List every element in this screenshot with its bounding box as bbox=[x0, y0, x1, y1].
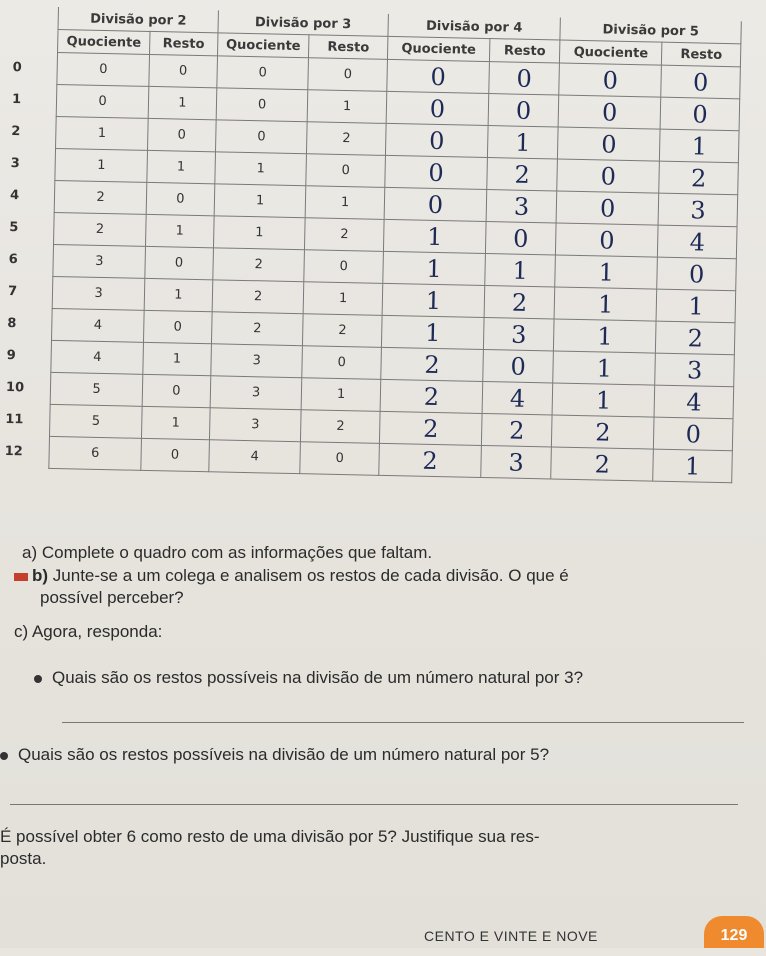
row-number: 1 bbox=[11, 92, 22, 108]
printed-cell: 2 bbox=[253, 289, 263, 305]
handwritten-cell: 0 bbox=[599, 225, 615, 255]
printed-cell: 1 bbox=[336, 386, 346, 403]
group-header: Divisão por 5 bbox=[560, 18, 741, 44]
table-cell bbox=[143, 342, 212, 375]
row-number: 7 bbox=[7, 284, 18, 300]
table-cell[interactable] bbox=[384, 187, 487, 221]
table-cell[interactable] bbox=[482, 381, 553, 414]
printed-cell: 2 bbox=[95, 221, 105, 238]
printed-cell: 3 bbox=[94, 253, 104, 270]
question-b-text-1: Junte-se a um colega e analisem os restos de cada divisão. O que é bbox=[52, 566, 569, 585]
printed-cell: 3 bbox=[251, 417, 260, 433]
handwritten-cell: 1 bbox=[595, 385, 612, 415]
printed-cell: 0 bbox=[177, 127, 186, 143]
table-cell[interactable] bbox=[553, 351, 656, 385]
handwritten-cell: 3 bbox=[690, 195, 706, 225]
table-cell[interactable] bbox=[382, 283, 485, 317]
table-cell bbox=[54, 212, 146, 246]
sub-header: Resto bbox=[149, 31, 217, 55]
table-cell bbox=[55, 148, 147, 182]
table-cell[interactable] bbox=[656, 289, 735, 323]
table-cell bbox=[57, 85, 149, 119]
table-cell[interactable] bbox=[654, 417, 733, 451]
table-cell bbox=[306, 154, 385, 188]
table-cell bbox=[55, 180, 147, 214]
table-cell bbox=[301, 410, 380, 444]
table-cell[interactable] bbox=[555, 255, 658, 289]
table-cell bbox=[305, 218, 384, 252]
table-cell bbox=[213, 216, 305, 250]
printed-cell: 0 bbox=[173, 319, 182, 335]
table-cell[interactable] bbox=[658, 225, 737, 259]
handwritten-cell: 0 bbox=[692, 99, 708, 129]
handwritten-cell: 1 bbox=[512, 256, 529, 285]
table-cell[interactable] bbox=[552, 415, 655, 449]
table-cell[interactable] bbox=[655, 353, 734, 387]
row-number: 10 bbox=[5, 380, 25, 396]
table-cell bbox=[214, 184, 306, 218]
handwritten-cell: 2 bbox=[514, 160, 531, 189]
table-cell bbox=[215, 152, 307, 186]
table-cell[interactable] bbox=[660, 129, 739, 163]
printed-cell: 1 bbox=[172, 351, 182, 367]
page-number-badge: 129 bbox=[704, 916, 764, 948]
printed-cell: 4 bbox=[250, 449, 260, 465]
printed-cell: 0 bbox=[341, 162, 351, 179]
sub-header: Quociente bbox=[387, 36, 490, 61]
handwritten-cell: 2 bbox=[687, 323, 704, 353]
handwritten-cell: 2 bbox=[690, 163, 707, 193]
table-cell[interactable] bbox=[657, 257, 736, 291]
table-cell[interactable] bbox=[660, 97, 739, 131]
answer-line-c2[interactable] bbox=[10, 804, 738, 805]
handwritten-cell: 2 bbox=[594, 449, 611, 479]
table-cell[interactable] bbox=[559, 63, 662, 97]
table-cell[interactable] bbox=[486, 190, 557, 223]
table-cell bbox=[211, 344, 303, 378]
table-cell bbox=[304, 250, 383, 284]
table-cell bbox=[307, 122, 386, 156]
question-c-text: Agora, responda: bbox=[31, 622, 163, 641]
handwritten-cell: 2 bbox=[422, 414, 439, 443]
printed-cell: 0 bbox=[98, 93, 107, 110]
handwritten-cell: 4 bbox=[689, 227, 706, 257]
question-b-text-2: possível perceber? bbox=[40, 588, 184, 607]
printed-cell: 1 bbox=[338, 290, 348, 307]
handwritten-cell: 0 bbox=[685, 419, 702, 449]
printed-cell: 1 bbox=[342, 98, 352, 115]
table-cell[interactable] bbox=[379, 443, 482, 477]
printed-cell: 1 bbox=[97, 125, 107, 142]
table-cell bbox=[147, 118, 216, 151]
table-cell[interactable] bbox=[659, 161, 738, 195]
printed-cell: 1 bbox=[178, 95, 187, 111]
table-cell bbox=[300, 442, 379, 476]
table-cell bbox=[308, 58, 387, 92]
printed-cell: 0 bbox=[174, 255, 184, 271]
row-number: 4 bbox=[9, 188, 20, 204]
table-cell bbox=[141, 438, 210, 471]
sub-header: Quociente bbox=[560, 40, 663, 65]
sub-header: Quociente bbox=[217, 33, 309, 58]
table-cell bbox=[49, 436, 141, 470]
table-cell[interactable] bbox=[487, 158, 558, 191]
table-cell bbox=[209, 408, 301, 442]
table-cell[interactable] bbox=[385, 123, 488, 157]
printed-cell: 1 bbox=[255, 225, 264, 241]
printed-cell: 0 bbox=[337, 354, 347, 371]
table-cell bbox=[53, 244, 145, 278]
table-cell[interactable] bbox=[661, 65, 740, 99]
table-cell[interactable] bbox=[379, 411, 482, 445]
sub-header: Quociente bbox=[58, 30, 150, 55]
handwritten-cell: 3 bbox=[510, 320, 527, 349]
question-c-label: c) bbox=[14, 622, 29, 641]
question-c2-text: Quais são os restos possíveis na divisão de um número natural por 5? bbox=[18, 745, 550, 764]
handwritten-cell: 1 bbox=[684, 451, 701, 481]
handwritten-cell: 1 bbox=[426, 222, 443, 251]
question-a-text: Complete o quadro com as informações que faltam. bbox=[41, 543, 433, 562]
handwritten-cell: 1 bbox=[426, 254, 443, 283]
handwritten-cell: 1 bbox=[597, 289, 614, 319]
handwritten-cell: 2 bbox=[595, 417, 611, 447]
row-number: 0 bbox=[12, 60, 22, 76]
table-cell[interactable] bbox=[385, 155, 488, 189]
group-header: Divisão por 3 bbox=[218, 10, 389, 36]
division-table-wrapper bbox=[0, 6, 742, 539]
table-cell bbox=[301, 378, 380, 412]
handwritten-cell: 1 bbox=[597, 321, 613, 351]
row-number: 6 bbox=[8, 252, 18, 268]
table-cell[interactable] bbox=[558, 127, 661, 161]
printed-cell: 2 bbox=[253, 321, 262, 337]
printed-cell: 0 bbox=[170, 447, 180, 463]
table-cell bbox=[215, 120, 307, 154]
handwritten-cell: 0 bbox=[601, 97, 618, 127]
table-cell bbox=[143, 310, 212, 343]
question-c1 bbox=[34, 668, 583, 688]
table-cell bbox=[56, 117, 148, 151]
table-cell bbox=[51, 340, 143, 374]
page-footer-text: CENTO E VINTE E NOVE bbox=[424, 928, 598, 944]
printed-cell: 1 bbox=[171, 415, 180, 431]
table-cell[interactable] bbox=[383, 219, 486, 253]
table-cell[interactable] bbox=[558, 95, 661, 129]
question-a bbox=[22, 543, 432, 563]
handwritten-cell: 4 bbox=[686, 387, 702, 417]
table-cell bbox=[302, 346, 381, 380]
table-cell[interactable] bbox=[487, 126, 558, 159]
handwritten-cell: 0 bbox=[599, 193, 616, 223]
table-cell[interactable] bbox=[483, 317, 554, 350]
handwritten-cell: 0 bbox=[516, 64, 533, 93]
question-b-label: b) bbox=[32, 566, 49, 585]
printed-cell: 5 bbox=[91, 413, 101, 429]
table-cell[interactable] bbox=[554, 287, 657, 321]
printed-cell: 0 bbox=[343, 67, 353, 83]
printed-cell: 1 bbox=[255, 193, 265, 209]
table-cell bbox=[50, 404, 142, 438]
bullet-icon bbox=[0, 752, 8, 760]
question-c1-text: Quais são os restos possíveis na divisão de um número natural por 3? bbox=[52, 668, 584, 687]
printed-cell: 1 bbox=[97, 157, 106, 174]
table-cell bbox=[211, 312, 303, 346]
handwritten-cell: 3 bbox=[508, 448, 525, 477]
handwritten-cell: 0 bbox=[428, 126, 445, 155]
printed-cell: 4 bbox=[93, 317, 103, 333]
printed-cell: 1 bbox=[256, 161, 266, 177]
handwritten-cell: 0 bbox=[688, 259, 705, 289]
handwritten-cell: 2 bbox=[511, 288, 528, 317]
handwritten-cell: 1 bbox=[596, 353, 613, 383]
table-cell bbox=[51, 372, 143, 406]
printed-cell: 2 bbox=[96, 189, 105, 206]
question-c2 bbox=[0, 745, 549, 765]
handwritten-cell: 0 bbox=[692, 67, 709, 97]
table-cell[interactable] bbox=[488, 94, 559, 127]
printed-cell: 5 bbox=[92, 381, 101, 397]
printed-cell: 2 bbox=[340, 226, 349, 243]
printed-cell: 3 bbox=[251, 385, 261, 401]
handwritten-cell: 3 bbox=[686, 355, 703, 385]
table-cell[interactable] bbox=[481, 413, 552, 446]
printed-cell: 3 bbox=[252, 353, 262, 369]
printed-cell: 0 bbox=[257, 129, 266, 145]
handwritten-cell: 1 bbox=[514, 128, 531, 157]
printed-cell: 0 bbox=[176, 191, 185, 207]
handwritten-cell: 0 bbox=[429, 94, 446, 123]
handwritten-cell: 1 bbox=[424, 318, 441, 347]
printed-cell: 6 bbox=[90, 445, 100, 461]
handwritten-cell: 0 bbox=[512, 224, 529, 253]
printed-cell: 0 bbox=[258, 65, 268, 81]
table-cell[interactable] bbox=[554, 319, 657, 353]
table-cell bbox=[303, 314, 382, 348]
printed-cell: 0 bbox=[339, 258, 349, 275]
table-cell bbox=[212, 280, 304, 314]
row-number: 2 bbox=[11, 124, 21, 140]
handwritten-cell: 3 bbox=[513, 192, 530, 221]
table-cell[interactable] bbox=[658, 193, 737, 227]
table-cell bbox=[149, 54, 218, 87]
table-cell bbox=[144, 278, 213, 311]
table-body bbox=[0, 51, 740, 482]
table-cell[interactable] bbox=[383, 251, 486, 285]
handwritten-cell: 2 bbox=[424, 350, 441, 379]
group-header: Divisão por 4 bbox=[388, 14, 561, 40]
printed-cell: 1 bbox=[174, 287, 183, 303]
handwritten-cell: 0 bbox=[601, 129, 617, 159]
printed-cell: 2 bbox=[342, 130, 351, 147]
printed-cell: 3 bbox=[94, 285, 103, 302]
printed-cell: 0 bbox=[257, 97, 267, 113]
table-cell bbox=[142, 374, 211, 407]
sub-header: Resto bbox=[309, 35, 388, 60]
table-cell[interactable] bbox=[489, 62, 560, 95]
handwritten-cell: 1 bbox=[598, 257, 615, 287]
table-cell bbox=[145, 214, 214, 247]
table-cell[interactable] bbox=[387, 59, 490, 93]
handwritten-cell: 0 bbox=[600, 161, 617, 191]
row-number: 3 bbox=[10, 156, 20, 172]
table-cell[interactable] bbox=[481, 445, 552, 478]
question-b bbox=[14, 566, 569, 586]
question-c bbox=[14, 622, 162, 642]
table-cell bbox=[145, 246, 214, 279]
table-cell[interactable] bbox=[654, 385, 733, 419]
handwritten-cell: 0 bbox=[515, 96, 532, 125]
table-cell[interactable] bbox=[556, 223, 659, 257]
table-cell bbox=[213, 248, 305, 282]
table-cell[interactable] bbox=[551, 447, 654, 481]
handwritten-cell: 1 bbox=[691, 131, 708, 161]
answer-line-c1[interactable] bbox=[62, 722, 744, 723]
printed-cell: 1 bbox=[176, 159, 186, 175]
table-cell[interactable] bbox=[653, 449, 732, 483]
table-cell[interactable] bbox=[381, 347, 484, 381]
group-header: Divisão por 2 bbox=[58, 7, 218, 33]
table-cell[interactable] bbox=[483, 349, 554, 382]
table-cell[interactable] bbox=[485, 254, 556, 287]
printed-cell: 0 bbox=[335, 450, 345, 467]
table-cell[interactable] bbox=[485, 222, 556, 255]
table-cell bbox=[210, 376, 302, 410]
printed-cell: 2 bbox=[336, 418, 345, 435]
handwritten-cell: 0 bbox=[428, 158, 445, 187]
table-cell bbox=[146, 182, 215, 215]
table-cell bbox=[148, 86, 217, 119]
table-cell[interactable] bbox=[386, 91, 489, 125]
table-cell[interactable] bbox=[380, 379, 483, 413]
bullet-icon bbox=[34, 675, 42, 683]
sub-header: Resto bbox=[489, 39, 560, 63]
handwritten-cell: 0 bbox=[430, 62, 447, 91]
table-cell bbox=[141, 406, 210, 439]
printed-cell: 1 bbox=[340, 194, 350, 211]
table-cell bbox=[303, 282, 382, 316]
division-table bbox=[0, 6, 742, 483]
row-number: 5 bbox=[9, 220, 19, 236]
table-cell[interactable] bbox=[381, 315, 484, 349]
row-number: 8 bbox=[7, 316, 17, 332]
handwritten-cell: 2 bbox=[422, 446, 439, 475]
question-c3-line-1: É possível obter 6 como resto de uma divisão por 5? Justifique sua res- bbox=[0, 827, 540, 846]
handwritten-cell: 2 bbox=[423, 382, 440, 411]
table-cell bbox=[307, 90, 386, 124]
row-number: 12 bbox=[4, 443, 23, 460]
printed-cell: 1 bbox=[175, 223, 184, 239]
table-cell[interactable] bbox=[557, 159, 660, 193]
handwritten-cell: 1 bbox=[688, 291, 704, 321]
question-c3-line-2: posta. bbox=[0, 849, 47, 868]
table-cell bbox=[305, 186, 384, 220]
table-cell bbox=[52, 308, 144, 342]
table-cell bbox=[147, 150, 216, 183]
handwritten-cell: 1 bbox=[425, 286, 442, 315]
handwritten-cell: 0 bbox=[602, 65, 619, 95]
row-number: 9 bbox=[6, 348, 16, 364]
handwritten-cell: 0 bbox=[427, 190, 444, 219]
table-cell[interactable] bbox=[552, 383, 655, 417]
row-number: 11 bbox=[5, 411, 24, 428]
handwritten-cell: 2 bbox=[508, 416, 525, 445]
printed-cell: 4 bbox=[92, 349, 102, 365]
printed-cell: 2 bbox=[338, 322, 347, 339]
handwritten-cell: 0 bbox=[510, 352, 527, 381]
table-cell bbox=[216, 88, 308, 122]
question-a-label: a) bbox=[22, 543, 38, 562]
printed-cell: 0 bbox=[172, 383, 181, 399]
printed-cell: 0 bbox=[99, 61, 108, 78]
printed-cell: 0 bbox=[178, 63, 188, 79]
table-cell bbox=[53, 276, 145, 310]
printed-cell: 2 bbox=[254, 257, 264, 273]
handwritten-cell: 4 bbox=[509, 384, 526, 413]
table-cell[interactable] bbox=[656, 321, 735, 355]
marker-icon bbox=[14, 573, 28, 581]
table-cell[interactable] bbox=[556, 191, 659, 225]
table-cell bbox=[57, 53, 149, 87]
table-cell bbox=[217, 56, 309, 90]
table-cell[interactable] bbox=[484, 286, 555, 319]
table-cell bbox=[209, 440, 301, 474]
sub-header: Resto bbox=[662, 42, 741, 67]
